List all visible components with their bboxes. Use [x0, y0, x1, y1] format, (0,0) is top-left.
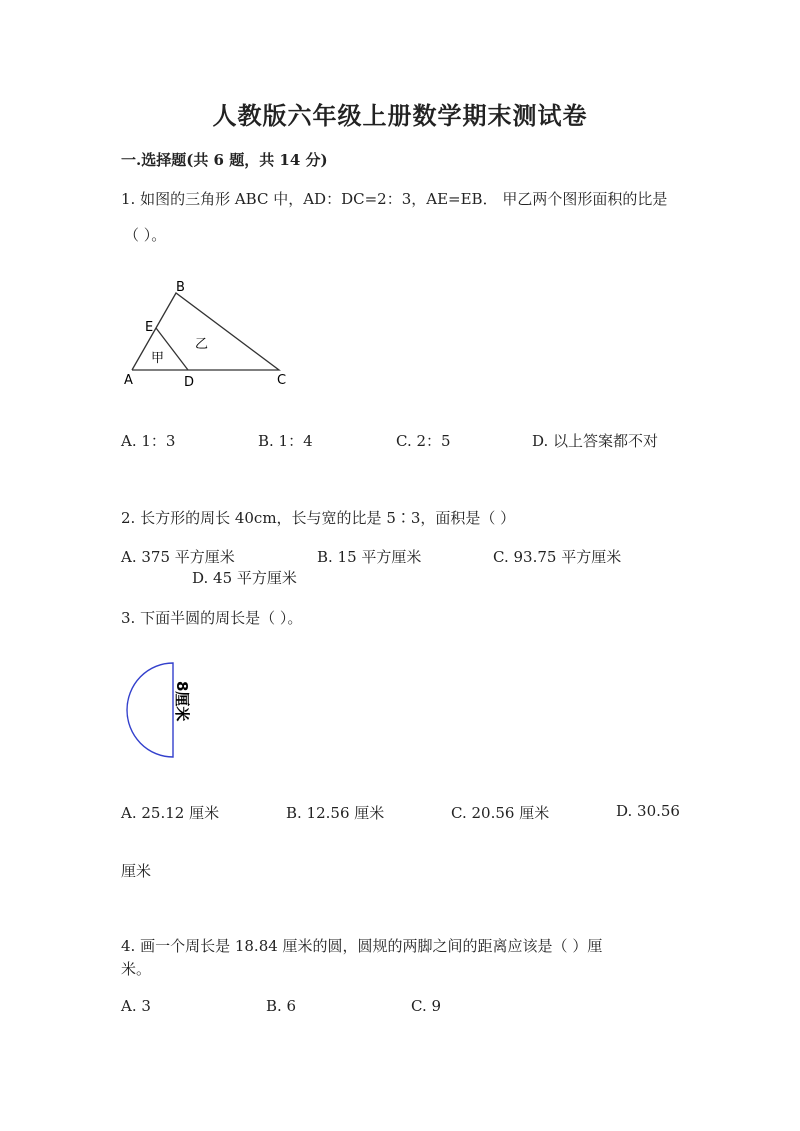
- question-4-text-cont: 米。: [121, 960, 152, 978]
- region-yi-label: 乙: [195, 337, 209, 352]
- page-title: 人教版六年级上册数学期末测试卷: [212, 101, 588, 130]
- diameter-label: 8厘米: [173, 681, 191, 722]
- vertex-b-label: B: [176, 280, 185, 295]
- q3-option-d: D. 30.56: [616, 802, 680, 820]
- question-1-text: 1. 如图的三角形 ABC 中，AD：DC=2：3，AE=EB． 甲乙两个图形面积的比是: [121, 190, 668, 208]
- question-3-text: 3. 下面半圆的周长是（ ）。: [121, 609, 303, 627]
- question-4-text: 4. 画一个周长是 18.84 厘米的圆，圆规的两脚之间的距离应该是（ ）厘: [121, 937, 603, 955]
- question-1-blank: （ ）。: [124, 226, 167, 244]
- q2-option-d: D. 45 平方厘米: [192, 569, 297, 587]
- semicircle-figure: [118, 655, 208, 765]
- triangle-figure: [118, 276, 303, 391]
- q1-option-a: A. 1：3: [121, 432, 176, 450]
- vertex-a-label: A: [124, 373, 133, 388]
- section-heading: 一.选择题(共 6 题，共 14 分): [121, 151, 328, 169]
- q3-option-c: C. 20.56 厘米: [451, 804, 550, 822]
- q2-option-b: B. 15 平方厘米: [317, 548, 422, 566]
- q2-option-a: A. 375 平方厘米: [121, 548, 235, 566]
- q3-option-b: B. 12.56 厘米: [286, 804, 385, 822]
- vertex-e-label: E: [145, 320, 154, 335]
- q4-option-a: A. 3: [121, 997, 151, 1015]
- q1-option-b: B. 1：4: [258, 432, 313, 450]
- q3-option-d-wrap: 厘米: [121, 862, 152, 880]
- vertex-c-label: C: [277, 373, 287, 388]
- question-2-text: 2. 长方形的周长 40cm，长与宽的比是 5∶3，面积是（ ）: [121, 509, 516, 527]
- q4-option-c: C. 9: [411, 997, 442, 1015]
- vertex-d-label: D: [184, 375, 195, 390]
- q1-option-c: C. 2：5: [396, 432, 451, 450]
- q3-option-a: A. 25.12 厘米: [121, 804, 220, 822]
- q4-option-b: B. 6: [266, 997, 297, 1015]
- region-jia-label: 甲: [151, 351, 165, 366]
- semicircle-shape: [127, 663, 173, 757]
- q1-option-d: D. 以上答案都不对: [532, 432, 659, 450]
- q2-option-c: C. 93.75 平方厘米: [493, 548, 622, 566]
